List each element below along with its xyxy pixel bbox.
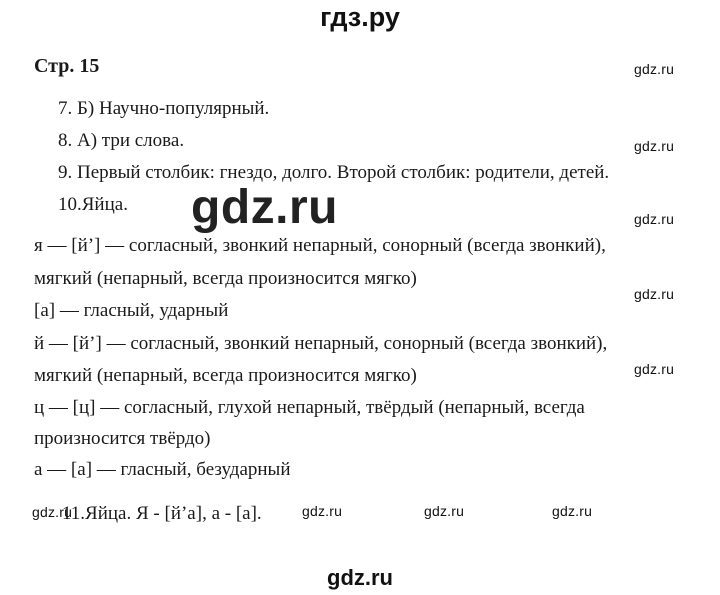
answer-line: ц — [ц] — согласный, глухой непарный, твёрдый (непарный, всегда bbox=[34, 397, 585, 418]
site-title: гдз.ру bbox=[320, 2, 400, 32]
answer-8: 8. А) три слова. bbox=[58, 130, 185, 151]
watermark: gdz.ru bbox=[634, 361, 675, 377]
answer-line: й — [й’] — согласный, звонкий непарный, сонорный (всегда звонкий), bbox=[34, 333, 608, 354]
watermark: gdz.ru bbox=[302, 503, 343, 519]
answer-11: 11.Яйца. Я - [й’а], а - [а]. bbox=[62, 503, 262, 524]
watermark: gdz.ru bbox=[32, 504, 73, 520]
answer-10: 10.Яйца. bbox=[58, 194, 128, 215]
answer-9: 9. Первый столбик: гнездо, долго. Второй столбик: родители, детей. bbox=[58, 162, 610, 183]
watermark: gdz.ru bbox=[552, 503, 593, 519]
watermark-large: gdz.ru bbox=[191, 181, 338, 234]
answer-line: мягкий (непарный, всегда произносится мягко) bbox=[34, 365, 417, 386]
answer-7: 7. Б) Научно-популярный. bbox=[58, 98, 270, 119]
page-heading: Стр. 15 bbox=[34, 55, 100, 77]
answer-line: я — [й’] — согласный, звонкий непарный, сонорный (всегда звонкий), bbox=[34, 235, 606, 256]
answer-line: произносится твёрдо) bbox=[34, 428, 211, 449]
watermark: gdz.ru bbox=[634, 211, 675, 227]
answer-line: а — [а] — гласный, безударный bbox=[34, 459, 291, 480]
watermark: gdz.ru bbox=[634, 286, 675, 302]
watermark: gdz.ru bbox=[424, 503, 465, 519]
watermark: gdz.ru bbox=[634, 138, 675, 154]
watermark-bottom: gdz.ru bbox=[327, 565, 393, 590]
answer-line: мягкий (непарный, всегда произносится мягко) bbox=[34, 268, 417, 289]
answer-line: [а] — гласный, ударный bbox=[34, 300, 229, 321]
watermark: gdz.ru bbox=[634, 61, 675, 77]
